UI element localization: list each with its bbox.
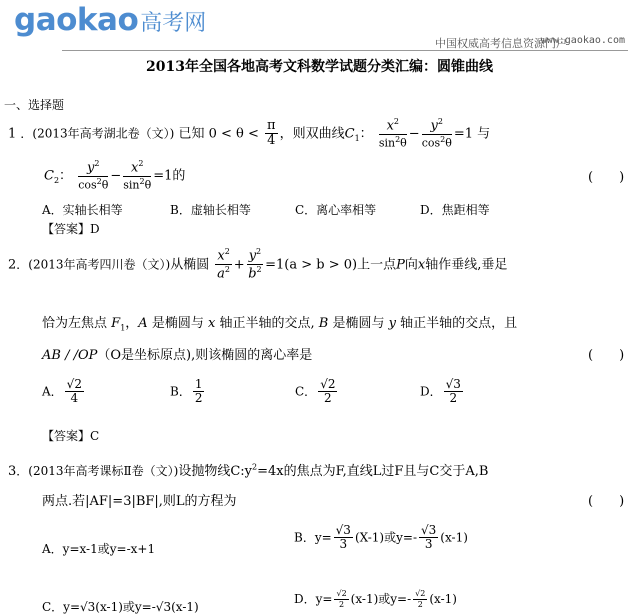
- q2-text: 是椭圆与: [332, 316, 385, 331]
- q3-option-b: B．y= $\frac{√3}{3}$ (X-1)或y=- $\frac{√3}{3}$ (x-1): [294, 523, 468, 552]
- q1-c1: C: [344, 126, 355, 142]
- q3-option-a: A．y=x-1或y=-x+1: [42, 542, 156, 556]
- q2-line1: [8, 248, 507, 282]
- q2-fraction-x: $\frac{x^2}{a^2}$: [217, 247, 230, 281]
- q2-point-b: B: [318, 316, 329, 331]
- site-url[interactable]: www.gaokao.com: [540, 35, 625, 46]
- q1-line2: [44, 160, 185, 192]
- q1-option-a: A．实轴长相等: [42, 203, 123, 217]
- q1-fraction-x: $\frac{x^2}{\sin^2\theta}$: [378, 117, 407, 150]
- q3-source: ．(2013年高考课标Ⅱ卷（文）): [16, 464, 179, 478]
- q2-option-a: A． $\frac{√2}{4}$: [42, 377, 82, 406]
- q1-option-c: C．离心率相等: [295, 203, 377, 217]
- q1-number: 1: [8, 126, 17, 142]
- q1-pi-over-4: $\frac{\pi}{4}$: [267, 117, 276, 149]
- q1-fraction-y2: $\frac{y^2}{\cos^2\theta}$: [78, 159, 109, 192]
- q2-option-b: B． $\frac{1}{2}$: [170, 377, 203, 406]
- q2-text: 轴作垂线,垂足: [425, 257, 508, 273]
- q2-parallel: AB / /OP: [42, 348, 98, 363]
- q2-plus: +: [233, 257, 245, 273]
- q1-colon: ：: [59, 168, 73, 184]
- q3-number: 3: [8, 464, 17, 479]
- q2-f1-sub: 1: [120, 323, 126, 333]
- q3-option-d: D．y= $\frac{√2}{2}$ (x-1)或y=- $\frac{√2}{2}$ (x-1): [294, 589, 457, 609]
- q2-comma: ，: [125, 316, 139, 331]
- q1-text: 已知: [178, 126, 205, 142]
- q1-fraction-y: $\frac{y^2}{\cos^2\theta}$: [421, 117, 452, 150]
- q1-minus: −: [110, 168, 122, 184]
- q2-point-p: P: [396, 257, 405, 273]
- q2-option-d: D． $\frac{√3}{2}$: [420, 377, 461, 406]
- q1-c2-sub: 2: [53, 176, 60, 186]
- q2-number: 2: [8, 257, 17, 273]
- q1-colon: ：: [359, 126, 373, 142]
- q2-line3: [42, 344, 312, 363]
- q2-text: 恰为左焦点: [42, 316, 108, 331]
- logo-latin: gaokao: [14, 2, 139, 38]
- q3-line1: [8, 460, 488, 479]
- q2-text: （O是坐标原点),则该椭圆的离心率是: [97, 348, 313, 363]
- q2-text: 轴正半轴的交点,: [219, 316, 315, 331]
- q2-x: x: [417, 257, 426, 273]
- q1-text: ，则双曲线: [279, 126, 345, 142]
- q2-answer-paren: ( ): [588, 348, 625, 363]
- q2-text: 从椭圆: [170, 257, 210, 273]
- q1-fraction-x2: $\frac{x^2}{\sin^2\theta}$: [123, 159, 152, 192]
- q2-source: ．(2013年高考四川卷（文）): [16, 257, 171, 272]
- q1-text: 与: [477, 126, 491, 142]
- q2-line2: [42, 312, 517, 333]
- q1-option-b: B．虚轴长相等: [170, 203, 251, 217]
- q2-x: x: [207, 316, 216, 331]
- page-title: 2013年全国各地高考文科数学试题分类汇编：圆锥曲线: [146, 59, 493, 75]
- q1-answer-paren: ( ): [588, 170, 625, 185]
- q1-text: 的: [172, 168, 186, 184]
- site-logo[interactable]: [14, 2, 206, 38]
- q2-equation: =1(a > b > 0): [265, 257, 358, 273]
- q2-y: y: [388, 316, 396, 331]
- logo-cn: 高考网: [140, 11, 207, 36]
- q3-text: 设抛物线C:y: [178, 464, 253, 479]
- q1-equals-one: =1: [453, 126, 474, 142]
- q3-line2: 两点.若|AF|=3|BF|,则L的方程为: [42, 494, 237, 509]
- q2-option-c: C． $\frac{√2}{2}$: [295, 377, 336, 406]
- q2-text: 向: [404, 257, 418, 273]
- q1-source: ．(2013年高考湖北卷（文）): [20, 126, 175, 141]
- q2-point-a: A: [138, 316, 148, 331]
- q1-condition: 0 < θ <: [208, 126, 259, 142]
- q3-sup: 2: [252, 462, 258, 472]
- q1-c1-sub: 1: [354, 134, 360, 144]
- section-heading: 一、选择题: [4, 98, 65, 112]
- q1-option-d: D．焦距相等: [420, 203, 490, 217]
- header-divider: [62, 50, 628, 51]
- q2-answer: 【答案】C: [42, 429, 100, 443]
- q3-text: =4x的焦点为F,直线L过F且与C交于A,B: [257, 464, 489, 479]
- q1-line1: [8, 118, 490, 150]
- q3-option-c: C．y=√3(x-1)或y=-√3(x-1): [42, 600, 199, 614]
- q3-answer-paren: ( ): [588, 494, 625, 509]
- q2-text: 是椭圆与: [151, 316, 204, 331]
- q2-text: 轴正半轴的交点，且: [400, 316, 518, 331]
- q1-c2: C: [44, 168, 54, 184]
- q1-equals-one: =1: [153, 168, 173, 184]
- q2-f1: F: [111, 316, 121, 331]
- q2-fraction-y: $\frac{y^2}{b^2}$: [248, 247, 262, 281]
- q1-answer: 【答案】D: [42, 222, 100, 236]
- q2-text: 上一点: [357, 257, 397, 273]
- q1-minus: −: [408, 126, 420, 142]
- site-name: 中国权威高考信息资源门户: [435, 37, 567, 50]
